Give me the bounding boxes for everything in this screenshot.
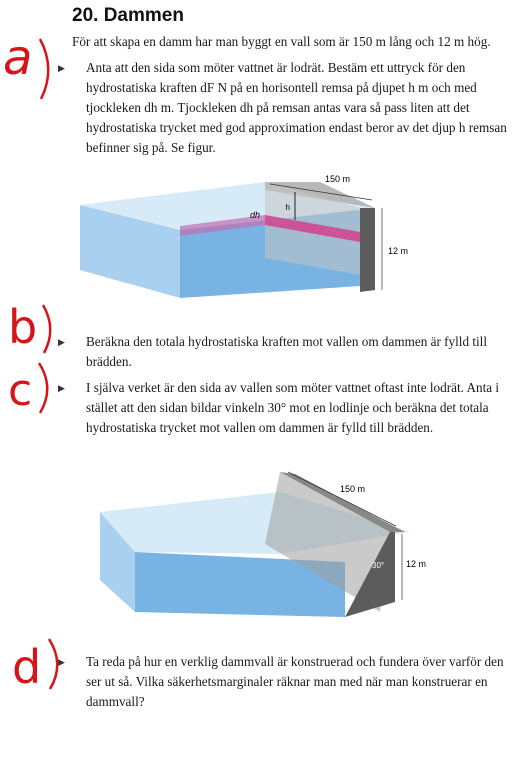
figure-vertical-dam	[70, 170, 420, 302]
length-label: 150 m	[325, 174, 351, 184]
handwritten-c: c	[8, 365, 33, 416]
task-a	[58, 58, 518, 158]
figure-sloped-dam	[90, 462, 435, 632]
dh-label: dh	[249, 210, 260, 220]
intro-text: För att skapa en damm har man byggt en vall som är 150 m lång och 12 m hög.	[72, 34, 491, 49]
handwritten-paren-b	[40, 302, 60, 356]
task-c-text: I själva verket är den sida av vallen som möter vattnet oftast inte lodrät. Anta i stället att den sidan bildar vinkeln 30° mot en lodlinje och beräkna det totala hydrostatiska trycket mot vallen om dammen är fylld till brädden.	[86, 380, 500, 435]
task-c	[58, 378, 518, 438]
handwritten-paren-c	[36, 360, 58, 416]
wall-end-face	[360, 208, 375, 292]
height-label: 12 m	[388, 246, 409, 256]
bullet-arrow-icon: ▶	[58, 63, 65, 73]
h-label: h	[285, 203, 290, 212]
height-label: 12 m	[406, 559, 427, 569]
handwritten-a: a	[3, 30, 33, 86]
bullet-arrow-icon: ▶	[58, 337, 65, 347]
length-label: 150 m	[340, 484, 366, 494]
handwritten-d: d	[12, 640, 42, 694]
task-a-text: Anta att den sida som möter vattnet är lodrät. Bestäm ett uttryck för den hydrostatiska kraften dF N på en horisontell remsa på djupet h m och med tjockleken dh m. Tjockleken dh på remsan antas vara så pass liten att det hydrostatiska trycket med god approximation endast beror av det djup h remsan befinner sig på. Se figur.	[86, 60, 507, 155]
task-b	[58, 332, 518, 372]
handwritten-b: b	[8, 300, 38, 354]
task-b-text: Beräkna den totala hydrostatiska kraften mot vallen om dammen är fylld till brädden.	[86, 334, 488, 369]
task-d	[58, 652, 518, 712]
bullet-arrow-icon: ▶	[58, 383, 65, 393]
handwritten-paren-d	[46, 636, 68, 692]
bullet-arrow-icon: ▶	[58, 657, 65, 667]
handwritten-paren-a	[36, 36, 60, 102]
page-title: 20. Dammen	[72, 5, 184, 26]
task-d-text: Ta reda på hur en verklig dammvall är konstruerad och fundera över varför den ser ut så. Vilka säkerhetsmarginaler räknar man med när man konstruerar en dammvall?	[86, 654, 504, 709]
angle-label: 30°	[372, 561, 385, 570]
